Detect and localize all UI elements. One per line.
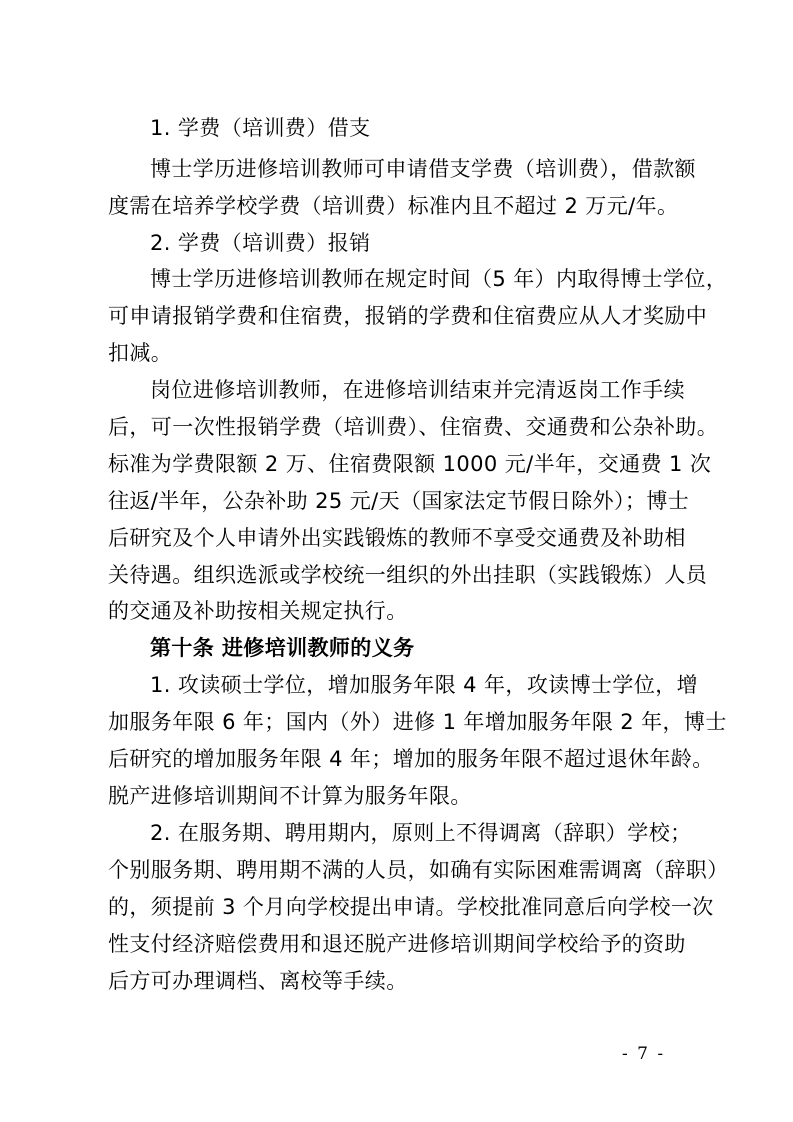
paragraph-line: 脱产进修培训期间不计算为服务年限。 xyxy=(108,784,472,808)
article-heading: 第十条 进修培训教师的义务 xyxy=(150,636,415,660)
paragraph-line: 个别服务期、聘用期不满的人员，如确有实际困难需调离（辞职） xyxy=(108,858,729,882)
paragraph-line: 关待遇。组织选派或学校统一组织的外出挂职（实践锻炼）人员 xyxy=(108,563,708,587)
paragraph-line: 性支付经济赔偿费用和退还脱产进修培训期间学校给予的资助 xyxy=(108,932,686,956)
paragraph-line: 扣减。 xyxy=(108,341,173,365)
paragraph-line: 后，可一次性报销学费（培训费）、住宿费、交通费和公杂补助。 xyxy=(108,415,719,439)
paragraph-line: 博士学历进修培训教师在规定时间（5 年）内取得博士学位， xyxy=(150,267,728,291)
paragraph-line: 2. 在服务期、聘用期内，原则上不得调离（辞职）学校； xyxy=(150,821,692,845)
paragraph-line: 度需在培养学校学费（培训费）标准内且不超过 2 万元/年。 xyxy=(108,194,679,218)
paragraph-line: 博士学历进修培训教师可申请借支学费（培训费），借款额 xyxy=(150,157,696,181)
paragraph-line: 1. 攻读硕士学位，增加服务年限 4 年，攻读博士学位，增 xyxy=(150,673,699,697)
paragraph-line: 后方可办理调档、离校等手续。 xyxy=(108,969,408,993)
paragraph-line: 往返/半年，公杂补助 25 元/天（国家法定节假日除外）；博士 xyxy=(108,489,690,513)
paragraph-line: 岗位进修培训教师，在进修培训结束并完清返岗工作手续 xyxy=(150,378,685,402)
paragraph-line: 的，须提前 3 个月向学校提出申请。学校批准同意后向学校一次 xyxy=(108,895,714,919)
paragraph-line: 标准为学费限额 2 万、住宿费限额 1000 元/半年，交通费 1 次 xyxy=(108,452,712,476)
paragraph-line: 的交通及补助按相关规定执行。 xyxy=(108,599,408,623)
paragraph-line: 加服务年限 6 年；国内（外）进修 1 年增加服务年限 2 年，博士 xyxy=(108,710,727,734)
paragraph-line: 可申请报销学费和住宿费，报销的学费和住宿费应从人才奖励中 xyxy=(108,304,708,328)
page-number: - 7 - xyxy=(622,1044,666,1064)
paragraph-line: 后研究及个人申请外出实践锻炼的教师不享受交通费及补助相 xyxy=(108,526,686,550)
item-heading-1: 1. 学费（培训费）借支 xyxy=(150,116,371,140)
item-heading-2: 2. 学费（培训费）报销 xyxy=(150,231,371,255)
paragraph-line: 后研究的增加服务年限 4 年；增加的服务年限不超过退休年龄。 xyxy=(108,747,714,771)
